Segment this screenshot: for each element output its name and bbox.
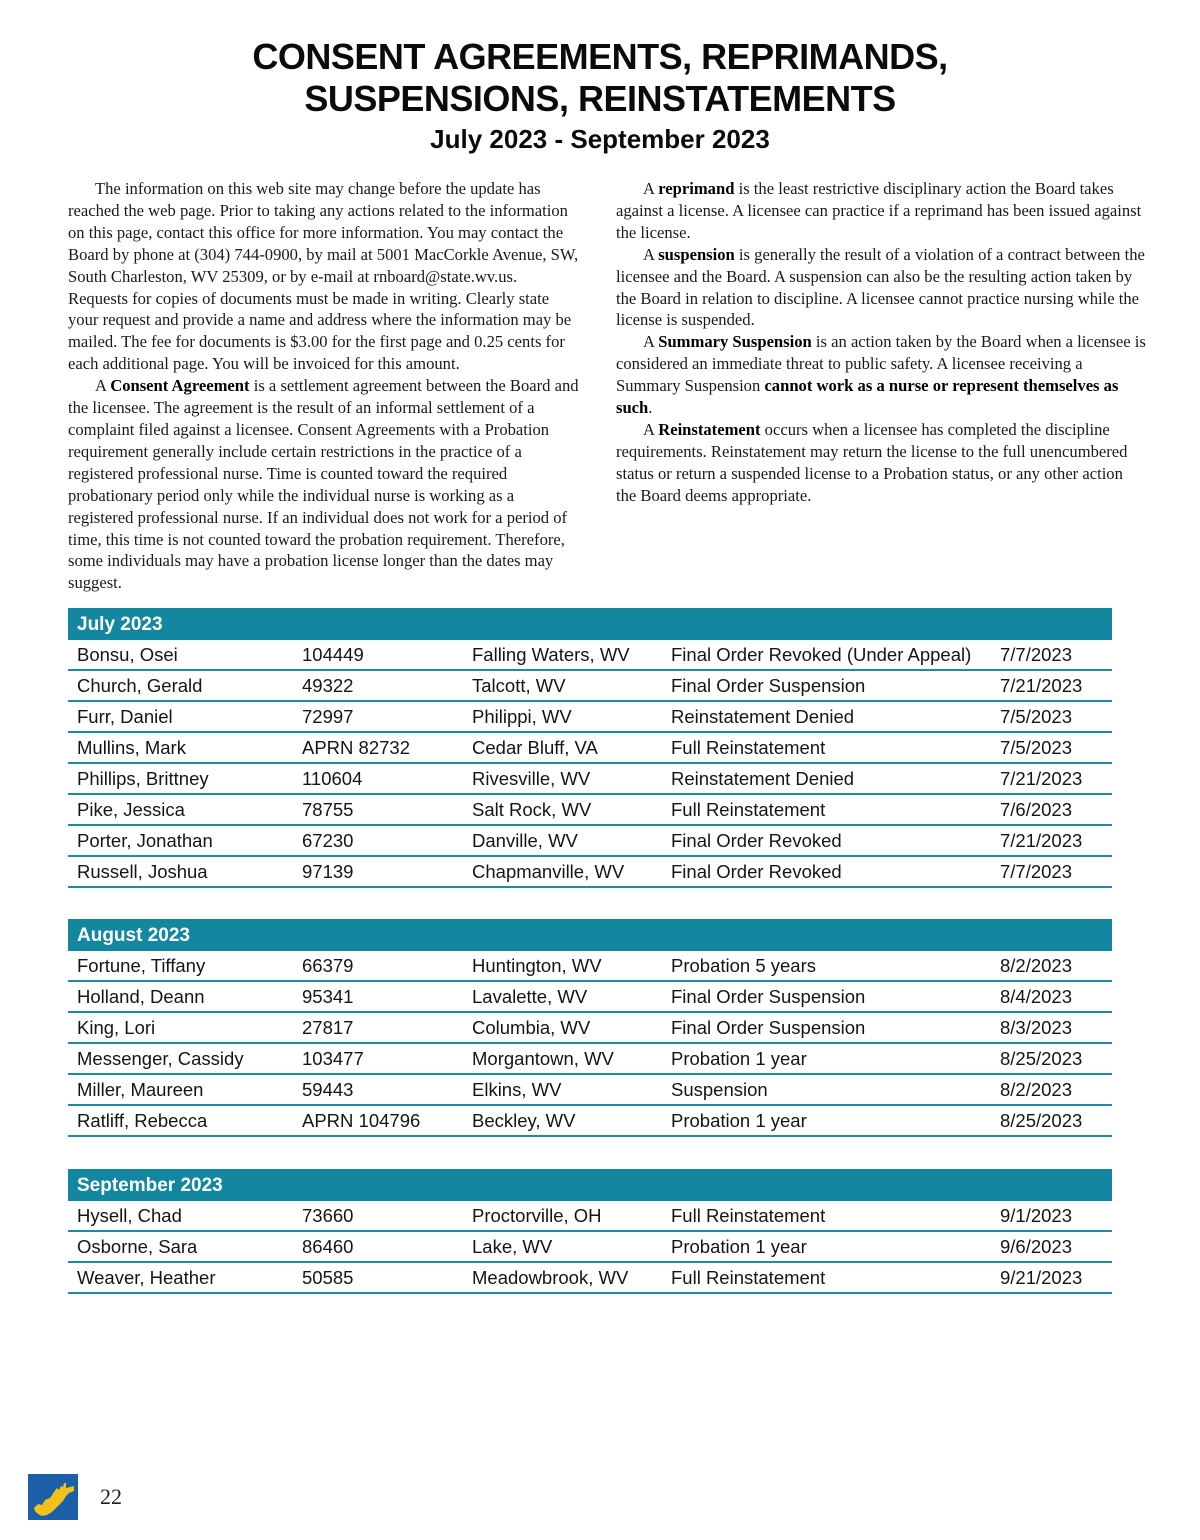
intro-paragraph-consent-agreement — [68, 375, 580, 594]
cell-license: 86460 — [302, 1236, 354, 1257]
section-table — [68, 919, 1112, 1137]
cell-license: 67230 — [302, 830, 354, 851]
cell-name: Weaver, Heather — [77, 1267, 216, 1288]
cell-name: Ratliff, Rebecca — [77, 1110, 208, 1131]
cell-date: 7/5/2023 — [1000, 737, 1073, 758]
paragraph-text: is the least restrictive disciplinary action the Board takes against a license. A licensee can practice if a reprimand has been issued against the license. — [616, 179, 1142, 242]
cell-date: 7/7/2023 — [1000, 861, 1073, 882]
cell-action: Full Reinstatement — [671, 1267, 826, 1288]
term-reinstatement: Reinstatement — [658, 419, 761, 439]
cell-license: 50585 — [302, 1267, 354, 1288]
cell-name: Phillips, Brittney — [77, 768, 209, 789]
cell-city: Rivesville, WV — [472, 768, 591, 789]
cell-city: Cedar Bluff, VA — [472, 737, 598, 758]
cell-license: 72997 — [302, 706, 354, 727]
paragraph-text: is an action taken by the Board when a licensee is considered an immediate threat to public safety. A licensee receiving a Summary Suspension — [616, 332, 1146, 396]
term-summary-suspension: Summary Suspension — [658, 332, 812, 352]
cell-date: 8/25/2023 — [1000, 1048, 1083, 1069]
table-row — [68, 795, 1112, 826]
intro-paragraph-reinstatement — [616, 419, 1146, 507]
cell-city: Huntington, WV — [472, 955, 602, 976]
cell-name: Messenger, Cassidy — [77, 1048, 244, 1069]
cell-action: Final Order Revoked (Under Appeal) — [671, 644, 972, 665]
cell-name: Holland, Deann — [77, 986, 205, 1007]
cell-license: 27817 — [302, 1017, 354, 1038]
cell-name: Church, Gerald — [77, 675, 203, 696]
cell-city: Philippi, WV — [472, 706, 572, 727]
cell-city: Talcott, WV — [472, 675, 566, 696]
cell-action: Final Order Suspension — [671, 675, 866, 696]
table-row — [68, 1044, 1112, 1075]
cell-action: Final Order Revoked — [671, 861, 842, 882]
west-virginia-map-icon — [28, 1474, 78, 1520]
paragraph-lead: A — [643, 244, 659, 264]
intro-paragraph-reprimand — [616, 178, 1146, 244]
table-row — [68, 1263, 1112, 1294]
cell-action: Reinstatement Denied — [671, 768, 855, 789]
cell-action: Full Reinstatement — [671, 799, 826, 820]
cell-date: 8/3/2023 — [1000, 1017, 1073, 1038]
cell-city: Elkins, WV — [472, 1079, 562, 1100]
table-row — [68, 951, 1112, 982]
cell-date: 9/1/2023 — [1000, 1205, 1073, 1226]
cell-license: APRN 82732 — [302, 737, 410, 758]
table-row — [68, 826, 1112, 857]
cell-license: 97139 — [302, 861, 354, 882]
paragraph-lead: A — [643, 419, 659, 439]
cell-license: 66379 — [302, 955, 354, 976]
cell-action: Probation 1 year — [671, 1110, 807, 1131]
table-row — [68, 702, 1112, 733]
section-heading: August 2023 — [68, 919, 1112, 951]
section-heading: July 2023 — [68, 608, 1112, 640]
cell-license: 110604 — [302, 768, 363, 789]
table-row — [68, 640, 1112, 671]
intro-column-right — [616, 178, 1146, 507]
page-header — [0, 36, 1200, 156]
cell-license: 59443 — [302, 1079, 354, 1100]
cell-name: Mullins, Mark — [77, 737, 186, 758]
emphasis-cannot-work: cannot work as a nurse or represent themselves as such — [616, 376, 1119, 418]
cell-action: Probation 1 year — [671, 1236, 807, 1257]
cell-action: Final Order Revoked — [671, 830, 842, 851]
cell-license: 103477 — [302, 1048, 364, 1069]
cell-license: 73660 — [302, 1205, 354, 1226]
cell-action: Final Order Suspension — [671, 986, 866, 1007]
section-table — [68, 1169, 1112, 1294]
cell-date: 7/21/2023 — [1000, 830, 1083, 851]
paragraph-text: is generally the result of a violation of a contract between the licensee and the Board. A suspension can also be the resulting action taken by the Board in relation to discipline. A licensee cannot practice nursing while the license is suspended. — [616, 244, 1145, 330]
cell-action: Probation 5 years — [671, 955, 817, 976]
paragraph-end: . — [648, 398, 653, 418]
term-suspension: suspension — [658, 244, 735, 264]
intro-column-left — [68, 178, 580, 594]
paragraph-lead: A — [643, 179, 659, 198]
cell-city: Falling Waters, WV — [472, 644, 630, 665]
intro-paragraph-contact: The information on this web site may change before the update has reached the web page. Prior to taking any actions related to the information on this page, contact this office for more information. You may contact the Board by phone at (304) 744-0900, by mail at 5001 MacCorkle Avenue, SW, South Charleston, WV 25309, or by e-mail at rnboard@state.wv.us. Requests for copies of documents must be made in writing. Clearly state your request and provide a name and address where the information may be mailed. The fee for documents is $3.00 for the first page and 0.25 cents for each additional page. You will be invoiced for this amount. — [68, 179, 579, 374]
cell-name: Porter, Jonathan — [77, 830, 213, 851]
cell-date: 9/6/2023 — [1000, 1236, 1073, 1257]
table-row — [68, 1201, 1112, 1232]
table-row — [68, 764, 1112, 795]
cell-city: Columbia, WV — [472, 1017, 591, 1038]
table-row — [68, 1013, 1112, 1044]
page-title-line-2: SUSPENSIONS, REINSTATEMENTS — [304, 78, 896, 119]
cell-date: 7/21/2023 — [1000, 768, 1083, 789]
cell-city: Danville, WV — [472, 830, 578, 851]
cell-name: Fortune, Tiffany — [77, 955, 206, 976]
cell-action: Suspension — [671, 1079, 768, 1100]
term-consent-agreement: Consent Agreement — [110, 376, 250, 396]
intro-paragraph-summary-suspension — [616, 331, 1146, 419]
cell-date: 7/7/2023 — [1000, 644, 1073, 665]
page-number: 22 — [100, 1484, 122, 1509]
cell-date: 7/6/2023 — [1000, 799, 1073, 820]
cell-city: Lavalette, WV — [472, 986, 588, 1007]
cell-name: Hysell, Chad — [77, 1205, 182, 1226]
cell-date: 8/25/2023 — [1000, 1110, 1083, 1131]
cell-action: Final Order Suspension — [671, 1017, 866, 1038]
cell-license: 78755 — [302, 799, 354, 820]
section-table — [68, 608, 1112, 888]
table-row — [68, 733, 1112, 764]
cell-license: APRN 104796 — [302, 1110, 421, 1131]
table-row — [68, 671, 1112, 702]
table-row — [68, 857, 1112, 888]
section-heading: September 2023 — [68, 1169, 1112, 1201]
cell-date: 9/21/2023 — [1000, 1267, 1083, 1288]
table-row — [68, 1106, 1112, 1137]
cell-action: Reinstatement Denied — [671, 706, 855, 727]
paragraph-lead: A — [95, 376, 111, 396]
intro-paragraph-suspension — [616, 244, 1146, 332]
cell-city: Meadowbrook, WV — [472, 1267, 629, 1288]
cell-name: Bonsu, Osei — [77, 644, 178, 665]
page-subtitle: July 2023 - September 2023 — [430, 124, 770, 154]
cell-city: Proctorville, OH — [472, 1205, 602, 1226]
cell-date: 8/2/2023 — [1000, 955, 1073, 976]
paragraph-lead: A — [643, 332, 659, 352]
cell-action: Full Reinstatement — [671, 1205, 826, 1226]
table-row — [68, 1232, 1112, 1263]
cell-date: 7/5/2023 — [1000, 706, 1073, 727]
paragraph-text: is a settlement agreement between the Board and the licensee. The agreement is the result of an informal settlement of a complaint filed against a licensee. Consent Agreements with a Probation requirement generally include certain restrictions in the practice of a registered professional nurse. Time is counted toward the required probationary period only while the individual nurse is working as a registered professional nurse. If an individual does not work for a period of time, this time is not counted toward the probation requirement. Therefore, some individuals may have a probation license longer than the dates may suggest. — [68, 376, 579, 593]
cell-license: 104449 — [302, 644, 364, 665]
cell-license: 49322 — [302, 675, 354, 696]
cell-date: 7/21/2023 — [1000, 675, 1083, 696]
table-row — [68, 982, 1112, 1013]
table-row — [68, 1075, 1112, 1106]
cell-city: Beckley, WV — [472, 1110, 576, 1131]
cell-name: Furr, Daniel — [77, 706, 173, 727]
cell-action: Probation 1 year — [671, 1048, 807, 1069]
cell-date: 8/4/2023 — [1000, 986, 1073, 1007]
cell-city: Morgantown, WV — [472, 1048, 614, 1069]
cell-action: Full Reinstatement — [671, 737, 826, 758]
cell-city: Chapmanville, WV — [472, 861, 625, 882]
cell-name: Pike, Jessica — [77, 799, 185, 820]
cell-name: Osborne, Sara — [77, 1236, 198, 1257]
cell-name: King, Lori — [77, 1017, 156, 1038]
cell-license: 95341 — [302, 986, 354, 1007]
term-reprimand: reprimand — [658, 179, 735, 198]
cell-city: Salt Rock, WV — [472, 799, 592, 820]
cell-date: 8/2/2023 — [1000, 1079, 1073, 1100]
cell-city: Lake, WV — [472, 1236, 553, 1257]
cell-name: Russell, Joshua — [77, 861, 208, 882]
page-title-line-1: CONSENT AGREEMENTS, REPRIMANDS, — [252, 36, 948, 77]
cell-name: Miller, Maureen — [77, 1079, 204, 1100]
paragraph-text: occurs when a licensee has completed the discipline requirements. Reinstatement may return the license to the full unencumbered status or return a suspended license to a Probation status, or any other action the Board deems appropriate. — [616, 419, 1128, 505]
